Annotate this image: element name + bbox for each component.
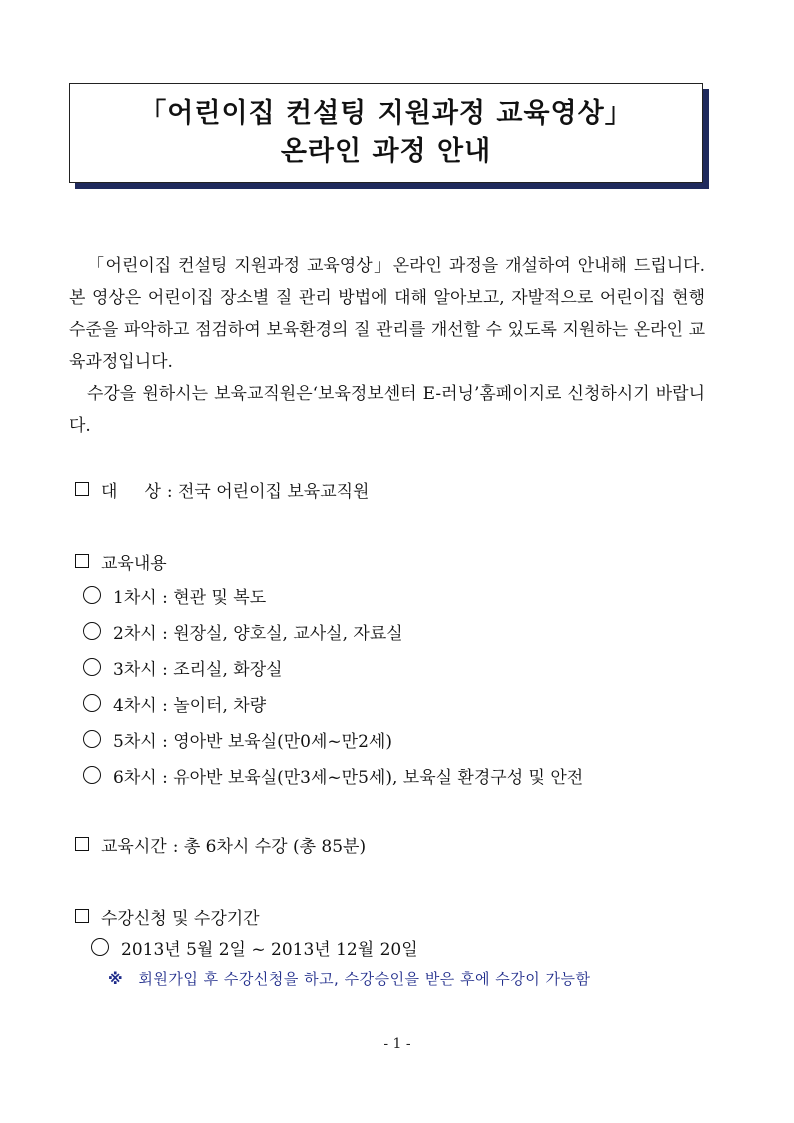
target-label: 대 상	[101, 481, 161, 502]
intro-text	[69, 250, 705, 442]
circle-bullet-icon	[83, 658, 101, 676]
list-item-text: 1차시 : 현관 및 복도	[113, 587, 267, 608]
list-item	[83, 577, 583, 613]
time-value: : 총 6차시 수강 (총 85분)	[172, 836, 367, 857]
list-item	[83, 649, 583, 685]
page-number: - 1 -	[383, 1036, 411, 1052]
list-item	[83, 685, 583, 721]
note-text: 회원가입 후 수강신청을 하고, 수강승인을 받은 후에 수강이 가능함	[138, 970, 591, 988]
period-section	[75, 900, 418, 962]
content-list	[83, 577, 583, 793]
time-label: 교육시간	[101, 836, 167, 857]
circle-bullet-icon	[83, 586, 101, 604]
checkbox-icon	[75, 554, 89, 568]
time-section	[75, 828, 366, 860]
target-section	[75, 473, 369, 505]
list-item	[83, 613, 583, 649]
circle-bullet-icon	[83, 622, 101, 640]
title-block	[69, 83, 711, 193]
period-list	[91, 932, 418, 962]
list-item-text: 2차시 : 원장실, 양호실, 교사실, 자료실	[113, 623, 403, 644]
period-label: 수강신청 및 수강기간	[101, 908, 260, 929]
title-line-2: 온라인 과정 안내	[280, 136, 492, 167]
content-section	[75, 545, 583, 793]
list-item-text: 4차시 : 놀이터, 차량	[113, 695, 267, 716]
intro-paragraph-2: 수강을 원하시는 보육교직원은‘보육정보센터 E-러닝’홈페이지로 신청하시기 바랍니다.	[69, 384, 705, 436]
period-value: 2013년 5월 2일 ~ 2013년 12월 20일	[121, 939, 418, 960]
circle-bullet-icon	[83, 730, 101, 748]
list-item	[83, 757, 583, 793]
reference-mark-icon: ※	[108, 970, 124, 988]
list-item	[83, 721, 583, 757]
title-line-1: 「어린이집 컨설팅 지원과정 교육영상」	[139, 98, 633, 129]
intro-paragraph-1: 「어린이집 컨설팅 지원과정 교육영상」온라인 과정을 개설하여 안내해 드립니다. 본 영상은 어린이집 장소별 질 관리 방법에 대해 알아보고, 자발적으로 어린이집 현행 수준을 파악하고 점검하여 보육환경의 질 관리를 개선할 수 있도록 지원하는 온라인 교육과정입니다.	[69, 256, 705, 372]
circle-bullet-icon	[91, 938, 109, 956]
circle-bullet-icon	[83, 694, 101, 712]
circle-bullet-icon	[83, 766, 101, 784]
note	[108, 968, 591, 989]
checkbox-icon	[75, 837, 89, 851]
list-item-text: 3차시 : 조리실, 화장실	[113, 659, 283, 680]
list-item-text: 6차시 : 유아반 보육실(만3세~만5세), 보육실 환경구성 및 안전	[113, 767, 584, 788]
content-label: 교육내용	[101, 553, 167, 574]
target-value: : 전국 어린이집 보육교직원	[166, 481, 370, 502]
title-box	[69, 83, 703, 183]
checkbox-icon	[75, 482, 89, 496]
list-item-text: 5차시 : 영아반 보육실(만0세~만2세)	[113, 731, 392, 752]
list-item	[91, 932, 418, 962]
checkbox-icon	[75, 909, 89, 923]
